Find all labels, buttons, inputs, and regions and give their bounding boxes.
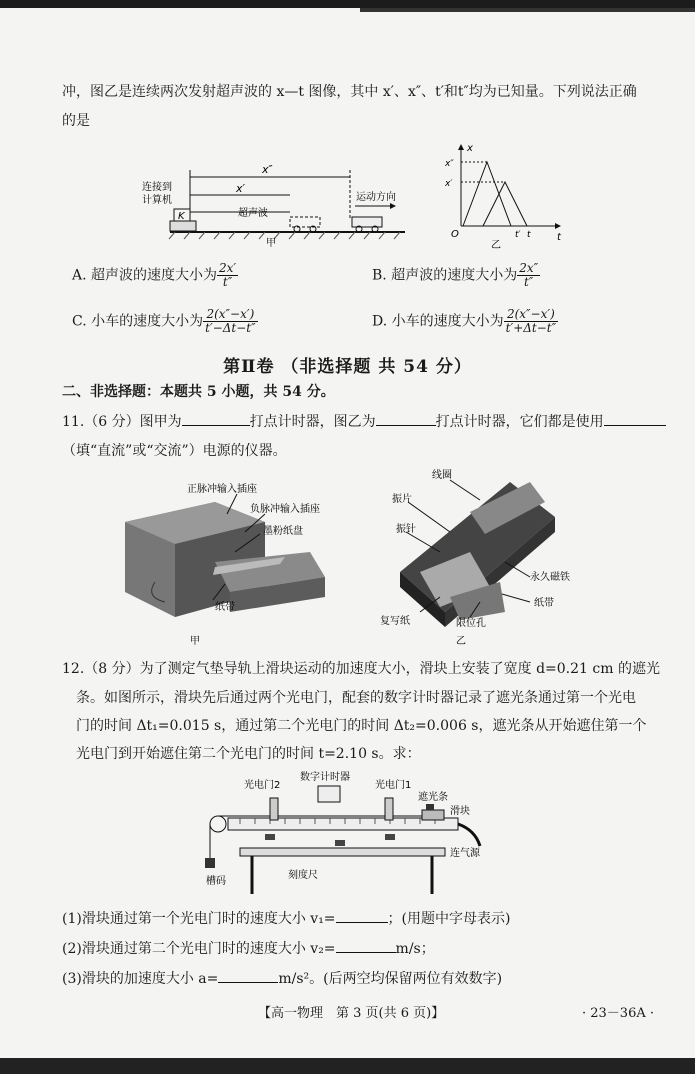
figure-spark-timer — [380, 462, 580, 650]
x-tick-t-prime: t′ — [515, 230, 521, 240]
label-tape-yi: 纸带 — [534, 598, 554, 609]
option-b[interactable]: B. 超声波的速度大小为 $\frac{2x''}{t''}$ — [372, 261, 539, 289]
label-gate1: 光电门1 — [375, 780, 412, 791]
question-intro-line1: 冲，图乙是连续两次发射超声波的 x—t 图像，其中 x′、x″、t′和t″均为已知量。下列说法正确 — [62, 84, 637, 100]
label-timer: 数字计时器 — [300, 772, 350, 783]
q12-blank2[interactable] — [336, 938, 396, 953]
label-air: 连气源 — [450, 848, 480, 859]
figure-electromagnetic-timer — [115, 472, 355, 650]
label-neg-socket: 负脉冲输入插座 — [250, 504, 320, 515]
axis-x-label: x — [467, 143, 473, 154]
label-ultrasound: 超声波 — [238, 208, 268, 219]
caption-q11-yi: 乙 — [456, 636, 466, 647]
label-x-double: x″ — [262, 163, 273, 176]
figure-xt-graph — [445, 142, 565, 250]
y-tick-x-double: x″ — [445, 159, 454, 169]
figure-air-track — [200, 768, 490, 896]
y-tick-x-prime: x′ — [445, 179, 453, 189]
label-limit-hole: 限位孔 — [456, 618, 486, 629]
caption-yi: 乙 — [491, 240, 501, 250]
label-ruler: 刻度尺 — [288, 870, 318, 881]
top-border-accent — [360, 8, 695, 12]
label-vibrating-needle: 振针 — [396, 524, 416, 535]
label-vibrating-plate: 振片 — [392, 494, 412, 505]
label-shade: 遮光条 — [418, 792, 448, 803]
label-pos-socket: 正脉冲输入插座 — [187, 484, 257, 495]
footer-page-info: 【高一物理 第 3 页(共 6 页)】 — [258, 1006, 445, 1021]
q11-blank1[interactable] — [182, 411, 250, 426]
q12-line2: 条。如图所示，滑块先后通过两个光电门，配套的数字计时器记录了遮光条通过第一个光电 — [76, 690, 636, 706]
question-intro-line2: 的是 — [62, 113, 90, 129]
label-gate2: 光电门2 — [244, 780, 281, 791]
origin-label: O — [451, 229, 459, 240]
top-border — [0, 0, 695, 8]
caption-jia: 甲 — [266, 238, 276, 249]
label-connect-1: 连接到 — [142, 182, 172, 193]
label-k: K — [178, 211, 185, 222]
label-carbon-paper: 复写纸 — [380, 616, 410, 627]
label-slider: 滑块 — [450, 806, 470, 817]
label-coil: 线圈 — [432, 470, 452, 481]
q12-line4: 光电门到开始遮住第二个光电门的时间 t=2.10 s。求： — [76, 746, 421, 762]
section-desc: 二、非选择题：本题共 5 小题，共 54 分。 — [62, 384, 335, 400]
q12-sub3: (3)滑块的加速度大小 a= m/s²。(后两空均保留两位有效数字) — [62, 968, 502, 989]
label-tape-jia: 纸带 — [215, 602, 235, 613]
label-weight: 槽码 — [206, 876, 226, 887]
caption-q11-jia: 甲 — [190, 636, 200, 647]
option-c[interactable]: C. 小车的速度大小为 $\frac{2(x''-x')}{t'-\Delta t-t''}$ — [72, 307, 256, 335]
x-tick-t: t — [527, 230, 531, 240]
q12-blank3[interactable] — [218, 968, 278, 983]
q12-sub1: (1)滑块通过第一个光电门时的速度大小 v₁= ；(用题中字母表示) — [62, 908, 510, 929]
footer-code: · 23－36A · — [582, 1006, 655, 1021]
section-title: 第Ⅱ卷 （非选择题 共 54 分） — [223, 357, 472, 377]
label-direction: 运动方向 — [356, 192, 396, 203]
figure-ultrasound-setup — [140, 160, 410, 250]
label-ink-disc: 墨粉纸盘 — [263, 526, 303, 537]
q11-line2: （填“直流”或“交流”）电源的仪器。 — [62, 443, 287, 459]
option-d[interactable]: D. 小车的速度大小为 $\frac{2(x''-x')}{t'+\Delta t-t''}$ — [372, 307, 557, 335]
q12-blank1[interactable] — [336, 908, 388, 923]
axis-t-label: t — [557, 232, 561, 243]
bottom-border — [0, 1058, 695, 1074]
q11-line1: 11.（6 分）图甲为 打点计时器，图乙为 打点计时器，它们都是使用 — [62, 411, 666, 432]
q12-sub2: (2)滑块通过第二个光电门时的速度大小 v₂= m/s； — [62, 938, 435, 959]
q11-blank2[interactable] — [376, 411, 436, 426]
label-x-prime: x′ — [236, 182, 246, 195]
option-a[interactable]: A. 超声波的速度大小为 $\frac{2x'}{t''}$ — [72, 261, 237, 289]
q12-line1: 12.（8 分）为了测定气垫导轨上滑块运动的加速度大小，滑块上安装了宽度 d=0.21 cm 的遮光 — [62, 661, 660, 677]
q12-line3: 门的时间 Δt₁=0.015 s，通过第二个光电门的时间 Δt₂=0.006 s，遮光条从开始遮住第一个 — [76, 718, 647, 734]
label-magnet: 永久磁铁 — [530, 572, 570, 583]
q11-blank3[interactable] — [604, 411, 666, 426]
label-connect-2: 计算机 — [142, 195, 172, 206]
